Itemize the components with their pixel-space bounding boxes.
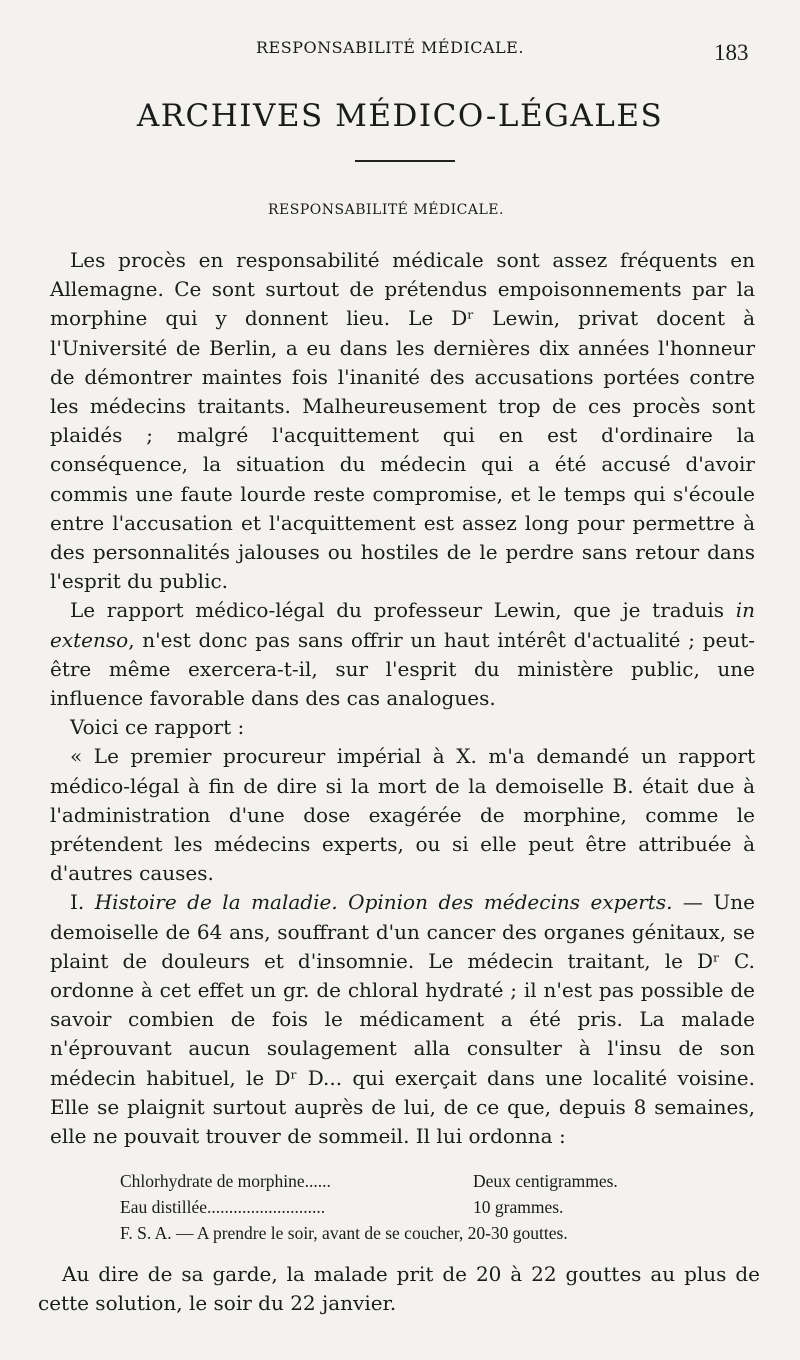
paragraph-text: , n'est donc pas sans offrir un haut intérêt d'actualité ; peut-être même exercera-t-il, sur l'esprit du ministère public, une influence favorable dans des cas analogues. [50,627,755,711]
paragraph: Les procès en responsabilité médicale sont assez fréquents en Allemagne. Ce sont surtout de prétendus empoisonnements par la morphine qui y donnent lieu. Le Dʳ Lewin, privat docent à l'Université de Berlin, a eu dans les dernières dix années l'honneur de démontrer maintes fois l'inanité des accusations portées contre les médecins traitants. Malheureusement trop de ces procès sont plaidés ; malgré l'acquittement qui en est d'ordinaire la conséquence, la situation du médecin qui a été accusé d'avoir commis une faute lourde reste compromise, et le temps qui s'écoule entre l'accusation et l'acquittement est assez long pour permettre à des personnalités jalouses ou hostiles de le perdre sans retour dans l'esprit du public. [50,248,755,594]
paragraph [50,888,755,1151]
paragraph: « Le premier procureur impérial à X. m'a demandé un rapport médico-légal à fin de dire si la mort de la demoiselle B. était due à l'administration d'une dose exagérée de morphine, comme le prétendent les médecins experts, ou si elle peut être attribuée à d'autres causes. [50,744,755,886]
paragraph-text: — Une [672,890,755,915]
prescription-line [120,1168,760,1194]
article-body [50,246,755,1151]
running-head: RESPONSABILITÉ MÉDICALE. [256,38,524,57]
section-numeral: I. [70,890,95,915]
closing-block [38,1260,760,1318]
paragraph-text: Le rapport médico-légal du professeur Lewin, que je traduis [70,598,736,623]
paragraph [50,596,755,713]
page-number: 183 [714,40,749,65]
italic-phrase: in extenso [50,598,755,652]
paragraph: Au dire de sa garde, la malade prit de 20 à 22 gouttes au plus de cette solution, le soir du 22 janvier. [38,1262,760,1315]
prescription-item: Eau distillée........................... [120,1197,326,1217]
prescription-dose: 10 grammes. [473,1197,564,1217]
title-rule [355,160,455,162]
prescription [120,1168,760,1246]
prescription-instruction: F. S. A. — A prendre le soir, avant de se coucher, 20-30 gouttes. [120,1223,568,1243]
prescription-dose: Deux centigrammes. [473,1171,618,1191]
paragraph-text: demoiselle de 64 ans, souffrant d'un cancer des organes génitaux, se plaint de douleurs et d'insomnie. Le médecin traitant, le Dʳ C. ordonne à cet effet un gr. de chloral hydraté ; il n'est pas possible de savoir combien de fois le médicament a été pris. La malade n'éprouvant aucun soulagement alla consulter à l'insu de son médecin habituel, le Dʳ D... qui exerçait dans une localité voisine. Elle se plaignit surtout auprès de lui, de ce que, depuis 8 semaines, elle ne pouvait trouver de sommeil. Il lui ordonna : [50,919,755,1149]
prescription-item: Chlorhydrate de morphine...... [120,1171,331,1191]
paragraph: Voici ce rapport : [70,715,245,740]
main-title: ARCHIVES MÉDICO-LÉGALES [136,98,664,134]
prescription-line [120,1194,760,1220]
section-heading: RESPONSABILITÉ MÉDICALE. [268,202,504,218]
subsection-title: Histoire de la maladie. Opinion des médecins experts. [94,890,673,915]
